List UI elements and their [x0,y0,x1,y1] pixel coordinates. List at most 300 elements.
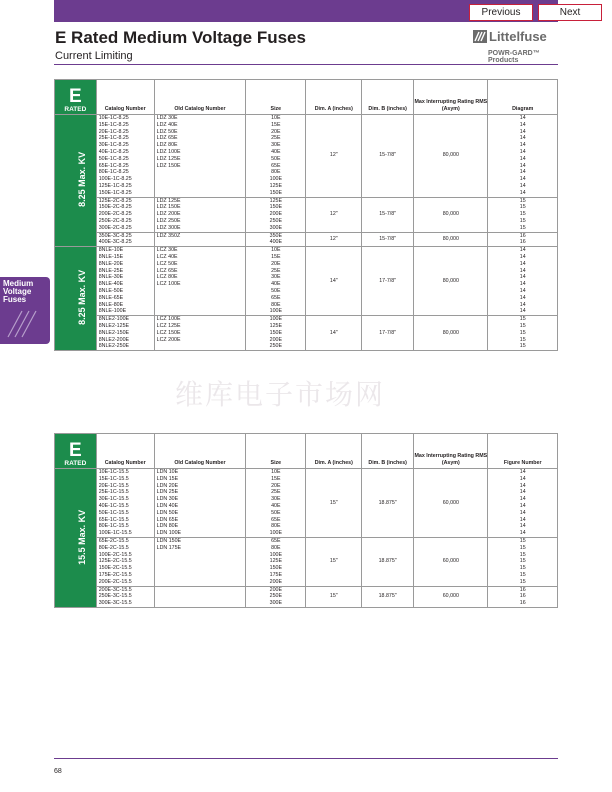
rating-cell: 60,000 [414,586,488,607]
e-rated-letter: E [69,440,82,461]
last-value: 14 [519,121,526,128]
last-value: 15 [519,578,526,585]
last-value: 15 [519,558,526,565]
old-cell [154,316,246,351]
column-header-dim-b: Dim. B (inches) [362,80,414,115]
old-cell [154,197,246,232]
old-cell [154,538,246,587]
size-value: 175E [269,571,283,578]
last-value: 15 [519,544,526,551]
size-value: 150E [269,189,283,196]
size-value: 40E [271,281,281,288]
size-value: 100E [269,176,283,183]
last-value: 16 [519,232,526,239]
size-value: 65E [271,162,281,169]
table-row [55,115,558,198]
size-value: 25E [271,489,281,496]
old-value: LDZ 40E [156,121,178,128]
last-value: 14 [519,482,526,489]
size-value: 350E [269,232,283,239]
size-value: 65E [271,516,281,523]
catalog-value: 30E-1C-8.25 [98,142,129,149]
catalog-value: 200E-2C-15.5 [98,578,132,585]
catalog-value: 200E-3C-15.5 [98,586,132,593]
top-bar [54,0,581,22]
table-row [55,232,558,247]
dim-b-cell: 17-7/8" [362,247,414,316]
column-header-rating: Max Interrupting Rating RMS (Asym) [414,80,488,115]
old-value: LDN 150E [156,538,182,544]
page-title: E Rated Medium Voltage Fuses [55,28,306,47]
last-value: 15 [519,551,526,558]
column-header-size: Size [246,434,306,469]
size-value: 50E [271,287,281,294]
old-value: LCZ 65E [156,267,178,274]
last-cell [488,247,558,316]
last-cell [488,316,558,351]
fuse-table-15-5kv [54,433,558,608]
voltage-label [55,247,97,351]
last-value: 14 [519,509,526,516]
table-row [55,538,558,587]
side-tab-label: Medium Voltage Fuses [3,279,34,304]
previous-button[interactable]: Previous [469,4,533,21]
size-value: 200E [269,211,283,218]
old-value: LDZ 300E [156,224,181,231]
size-value: 200E [269,336,283,343]
dim-b-cell: 15-7/8" [362,115,414,198]
column-header-catalog: Catalog Number [96,434,154,469]
rating-cell: 80,000 [414,197,488,232]
last-value: 14 [519,182,526,189]
side-tab-medium-voltage-fuses[interactable] [0,277,50,344]
header-divider [54,64,558,65]
last-value: 14 [519,253,526,260]
catalog-value: 8NLE2-200E [98,336,130,343]
catalog-value: 15E-1C-15.5 [98,475,129,482]
old-value: LDZ 150E [156,162,181,169]
column-header-old: Old Catalog Number [154,80,246,115]
size-value: 200E [269,586,283,593]
e-rated-word: RATED [64,460,87,467]
last-value: 14 [519,267,526,274]
old-value: LDZ 350Z [156,232,181,239]
size-cell [246,586,306,607]
size-value: 250E [269,343,283,350]
last-value: 15 [519,571,526,578]
catalog-value: 10E-1C-8.25 [98,115,129,121]
size-value: 20E [271,482,281,489]
dim-b-cell: 15-7/8" [362,232,414,247]
catalog-value: 65E-1C-8.25 [98,162,129,169]
old-value: LDN 50E [156,509,179,516]
column-header-catalog: Catalog Number [96,80,154,115]
old-value: LDN 100E [156,530,182,537]
catalog-value: 8NLE-15E [98,253,124,260]
catalog-cell [96,232,154,247]
column-header-old: Old Catalog Number [154,434,246,469]
table-row [55,316,558,351]
size-cell [246,197,306,232]
size-value: 80E [271,301,281,308]
old-value: LDN 65E [156,516,179,523]
table-row [55,469,558,538]
old-value: LCZ 125E [156,322,181,329]
size-value: 150E [269,565,283,572]
catalog-value: 8NLE-25E [98,267,124,274]
last-value: 14 [519,274,526,281]
voltage-label [55,469,97,608]
size-value: 80E [271,169,281,176]
size-value: 125E [269,182,283,189]
size-value: 25E [271,135,281,142]
last-value: 15 [519,316,526,323]
catalog-value: 125E-2C-8.25 [98,197,132,204]
catalog-value: 50E-1C-8.25 [98,155,129,162]
last-cell [488,586,558,607]
last-value: 15 [519,211,526,218]
last-value: 14 [519,301,526,308]
catalog-value: 8NLE2-250E [98,343,130,350]
old-value: LCZ 100E [156,316,181,323]
last-value: 14 [519,148,526,155]
size-value: 100E [269,530,283,537]
catalog-cell [96,586,154,607]
last-value: 15 [519,197,526,204]
old-value: LDN 20E [156,482,179,489]
old-value: LDZ 80E [156,142,178,149]
catalog-value: 400E-3C-8.25 [98,239,132,246]
catalog-value: 80E-1C-15.5 [98,523,129,530]
littelfuse-mark-icon [473,30,487,43]
catalog-value: 20E-1C-8.25 [98,128,129,135]
size-value: 300E [269,600,283,607]
catalog-cell [96,115,154,198]
last-value: 16 [519,593,526,600]
size-cell [246,115,306,198]
catalog-value: 8NLE-65E [98,294,124,301]
rating-cell: 80,000 [414,316,488,351]
catalog-value: 150E-2C-8.25 [98,204,132,211]
littelfuse-logo [470,29,560,64]
last-value: 14 [519,287,526,294]
last-value: 16 [519,600,526,607]
catalog-value: 8NLE2-100E [98,316,130,323]
last-value: 14 [519,502,526,509]
catalog-cell [96,469,154,538]
catalog-value: 65E-2C-15.5 [98,538,129,544]
size-value: 400E [269,239,283,246]
catalog-value: 250E-2C-8.25 [98,217,132,224]
table-row [55,247,558,316]
last-value: 14 [519,489,526,496]
voltage-text: 8.25 Max. KV [77,152,88,208]
catalog-cell [96,197,154,232]
column-header-last: Figure Number [488,434,558,469]
catalog-value: 40E-1C-15.5 [98,502,129,509]
dim-a-cell: 15" [306,469,362,538]
catalog-value: 300E-3C-15.5 [98,600,132,607]
size-value: 80E [271,544,281,551]
old-value: LCZ 150E [156,329,181,336]
catalog-value: 250E-3C-15.5 [98,593,132,600]
catalog-value: 8NLE-40E [98,281,124,288]
last-value: 16 [519,239,526,246]
catalog-value: 40E-1C-8.25 [98,148,129,155]
last-cell [488,538,558,587]
voltage-label [55,115,97,247]
column-header-rating: Max Interrupting Rating RMS (Asym) [414,434,488,469]
old-value: LDZ 200E [156,211,181,218]
last-cell [488,115,558,198]
last-value: 15 [519,343,526,350]
e-rated-word: RATED [64,106,87,113]
last-value: 14 [519,308,526,315]
last-value: 14 [519,523,526,530]
size-value: 25E [271,267,281,274]
logo-tagline: POWR-GARD™ Products [488,50,540,64]
size-value: 150E [269,329,283,336]
dim-b-cell: 18.875" [362,586,414,607]
last-value: 14 [519,169,526,176]
catalog-value: 8NLE2-150E [98,329,130,336]
last-value: 14 [519,128,526,135]
catalog-value: 100E-1C-8.25 [98,176,132,183]
last-cell [488,197,558,232]
size-value: 15E [271,121,281,128]
size-value: 250E [269,217,283,224]
size-value: 250E [269,593,283,600]
old-value: LDZ 250E [156,217,181,224]
last-value: 15 [519,217,526,224]
last-value: 14 [519,115,526,121]
last-value: 15 [519,204,526,211]
catalog-value: 125E-1C-8.25 [98,182,132,189]
old-value: LCZ 200E [156,336,181,343]
column-header-dim-b: Dim. B (inches) [362,434,414,469]
last-value: 15 [519,565,526,572]
column-header-dim-a: Dim. A (inches) [306,434,362,469]
header-row [55,80,558,115]
last-value: 14 [519,475,526,482]
size-value: 125E [269,558,283,565]
old-cell [154,247,246,316]
dim-a-cell: 12" [306,197,362,232]
last-value: 14 [519,260,526,267]
size-value: 20E [271,260,281,267]
old-value: LDN 10E [156,469,179,475]
rating-cell: 80,000 [414,115,488,198]
catalog-cell [96,538,154,587]
catalog-value: 20E-1C-15.5 [98,482,129,489]
old-value: LDZ 125E [156,197,181,204]
old-value: LDZ 30E [156,115,178,121]
size-value: 50E [271,155,281,162]
rating-cell: 80,000 [414,247,488,316]
column-header-last: Diagram [488,80,558,115]
catalog-value: 350E-3C-8.25 [98,232,132,239]
old-value: LDZ 125E [156,155,181,162]
catalog-value: 8NLE-80E [98,301,124,308]
catalog-value: 200E-2C-8.25 [98,211,132,218]
dim-a-cell: 14" [306,247,362,316]
size-value: 15E [271,253,281,260]
catalog-value: 30E-1C-15.5 [98,496,129,503]
size-value: 40E [271,148,281,155]
catalog-value: 10E-1C-15.5 [98,469,129,475]
catalog-value: 300E-2C-8.25 [98,224,132,231]
old-value: LDN 175E [156,544,182,551]
old-value: LCZ 80E [156,274,178,281]
rating-cell: 60,000 [414,538,488,587]
catalog-value: 8NLE-30E [98,274,124,281]
catalog-value: 8NLE-100E [98,308,127,315]
catalog-value: 100E-1C-15.5 [98,530,132,537]
table-row [55,197,558,232]
dim-a-cell: 14" [306,316,362,351]
column-header-dim-a: Dim. A (inches) [306,80,362,115]
size-value: 65E [271,538,281,544]
catalog-value: 65E-1C-15.5 [98,516,129,523]
old-value: LCZ 30E [156,247,178,254]
size-value: 80E [271,523,281,530]
rating-cell: 60,000 [414,469,488,538]
size-value: 125E [269,322,283,329]
size-value: 10E [271,115,281,121]
old-value: LDN 80E [156,523,179,530]
catalog-value: 8NLE-50E [98,287,124,294]
catalog-value: 8NLE-10E [98,247,124,254]
old-value: LDZ 100E [156,148,181,155]
e-rated-letter: E [69,86,82,107]
last-value: 15 [519,329,526,336]
page-subtitle: Current Limiting [55,50,133,62]
header-row [55,434,558,469]
size-value: 65E [271,294,281,301]
dim-b-cell: 18.875" [362,538,414,587]
page-number: 68 [54,768,62,775]
last-value: 14 [519,162,526,169]
last-value: 15 [519,538,526,544]
size-value: 150E [269,204,283,211]
e-rated-badge [55,434,97,469]
table-row [55,586,558,607]
size-value: 100E [269,316,283,323]
size-value: 30E [271,142,281,149]
catalog-value: 150E-2C-15.5 [98,565,132,572]
catalog-cell [96,247,154,316]
dim-b-cell: 18.875" [362,469,414,538]
catalog-value: 15E-1C-8.25 [98,121,129,128]
size-value: 15E [271,475,281,482]
dim-a-cell: 12" [306,232,362,247]
last-value: 14 [519,294,526,301]
size-value: 100E [269,551,283,558]
old-value: LCZ 50E [156,260,178,267]
fuse-graphic-icon [6,305,44,339]
size-value: 200E [269,578,283,585]
old-value: LCZ 100E [156,281,181,288]
size-value: 20E [271,128,281,135]
dim-a-cell: 15" [306,538,362,587]
size-cell [246,538,306,587]
last-value: 14 [519,176,526,183]
watermark: 维库电子市场网 [175,378,386,411]
size-value: 100E [269,308,283,315]
catalog-value: 80E-1C-8.25 [98,169,129,176]
catalog-value: 50E-1C-15.5 [98,509,129,516]
old-value: LDN 15E [156,475,179,482]
catalog-value: 125E-2C-15.5 [98,558,132,565]
last-value: 14 [519,155,526,162]
size-value: 30E [271,496,281,503]
size-value: 125E [269,197,283,204]
size-value: 10E [271,247,281,254]
voltage-text: 15.5 Max. KV [77,509,88,565]
old-value: LDN 30E [156,496,179,503]
catalog-value: 100E-2C-15.5 [98,551,132,558]
dim-b-cell: 15-7/8" [362,197,414,232]
dim-a-cell: 15" [306,586,362,607]
last-value: 14 [519,530,526,537]
footer-divider [54,758,558,759]
rating-cell: 80,000 [414,232,488,247]
last-value: 14 [519,516,526,523]
dim-b-cell: 17-7/8" [362,316,414,351]
last-value: 14 [519,496,526,503]
last-value: 14 [519,247,526,254]
catalog-value: 8NLE2-125E [98,322,130,329]
size-value: 30E [271,274,281,281]
last-value: 15 [519,224,526,231]
old-cell [154,469,246,538]
logo-brand: Littelfuse [489,29,547,44]
old-value: LDZ 150E [156,204,181,211]
last-value: 15 [519,322,526,329]
last-cell [488,232,558,247]
last-value: 14 [519,189,526,196]
voltage-text: 8.25 Max. KV [77,270,88,326]
catalog-cell [96,316,154,351]
catalog-value: 175E-2C-15.5 [98,571,132,578]
old-cell [154,115,246,198]
last-value: 14 [519,469,526,475]
catalog-value: 8NLE-20E [98,260,124,267]
e-rated-badge [55,80,97,115]
old-value: LDZ 65E [156,135,178,142]
last-cell [488,469,558,538]
catalog-value: 150E-1C-8.25 [98,189,132,196]
size-value: 40E [271,502,281,509]
last-value: 15 [519,336,526,343]
size-cell [246,316,306,351]
next-button[interactable]: Next [538,4,602,21]
dim-a-cell: 12" [306,115,362,198]
old-value: LDZ 50E [156,128,178,135]
size-cell [246,247,306,316]
old-value: LDN 40E [156,502,179,509]
column-header-size: Size [246,80,306,115]
last-value: 14 [519,135,526,142]
last-value: 14 [519,281,526,288]
size-value: 50E [271,509,281,516]
size-cell [246,469,306,538]
catalog-value: 25E-1C-15.5 [98,489,129,496]
last-value: 16 [519,586,526,593]
old-value: LDN 25E [156,489,179,496]
catalog-value: 80E-2C-15.5 [98,544,129,551]
old-cell [154,586,246,607]
